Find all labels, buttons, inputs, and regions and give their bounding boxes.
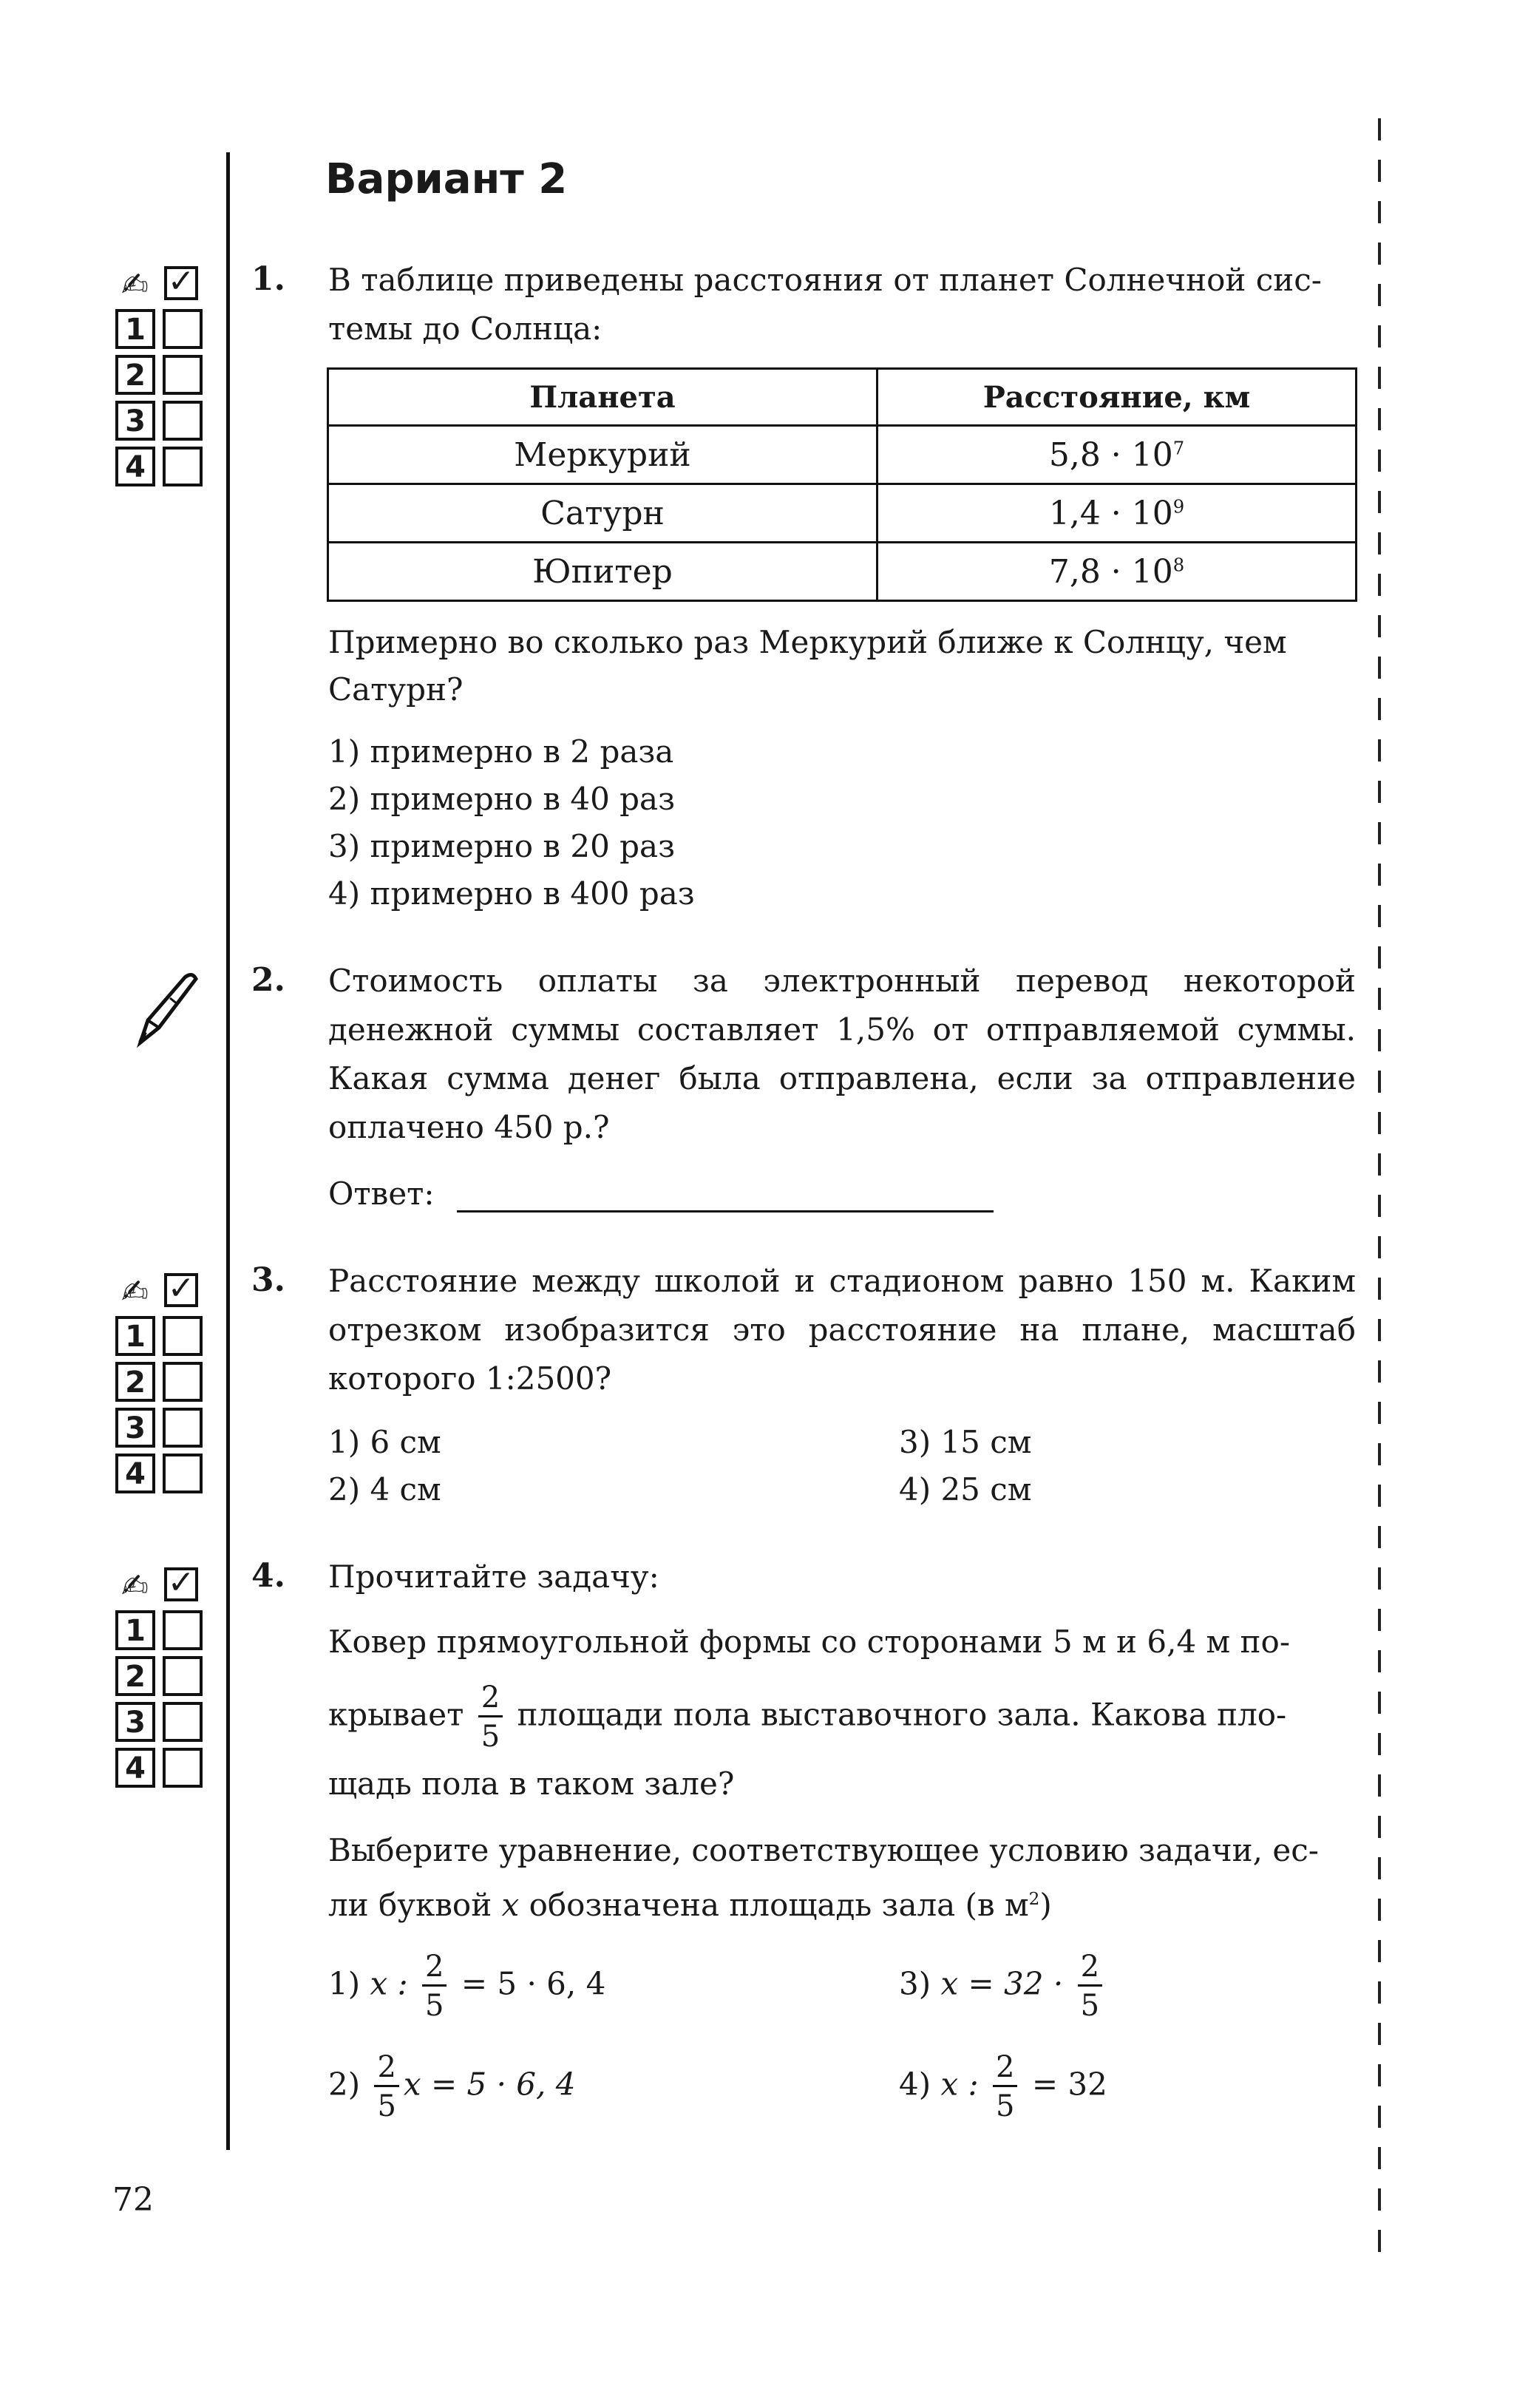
distance-cell: $5,8 \cdot 10^7$ [877, 426, 1357, 484]
fraction: $\frac{2}{5}$ [374, 2052, 398, 2121]
option-number: 4 [115, 1748, 155, 1788]
answer-grid-q4 [111, 1563, 210, 1791]
question-text: Стоимость оплаты за электронный перевод некоторой денежной суммы составляет 1,5% от отправляемой суммы. Какая сумма денег была отправлена, если за отправление оплачено 450 р.? [328, 963, 1356, 1145]
fraction: $\frac{2}{5}$ [1078, 1952, 1102, 2021]
answer-box[interactable] [163, 1702, 203, 1742]
option-number: 1 [115, 309, 155, 349]
option-number: 4 [115, 447, 155, 486]
question-text: Сатурн? [328, 671, 464, 708]
cut-line [1378, 118, 1381, 2262]
question-number: 4. [251, 1557, 285, 1595]
fraction: $\frac{2}{5}$ [993, 2052, 1017, 2121]
page-title: Вариант 2 [325, 155, 568, 203]
question-text: Прочитайте задачу: [328, 1559, 659, 1595]
equation-option-2: 2) $\frac{2}{5}$ x = 5 · 6, 4 [328, 2050, 576, 2123]
problem-text: щадь пола в таком зале? [328, 1766, 735, 1802]
option-number: 1 [115, 1610, 155, 1650]
answer-box[interactable] [163, 1408, 203, 1448]
table-row [328, 484, 1357, 543]
option-number: 2 [115, 1362, 155, 1402]
answer-option: 3) 15 см [899, 1424, 1032, 1460]
answer-box[interactable] [163, 1316, 203, 1356]
answer-grid-q1 [111, 262, 210, 489]
answer-input-line[interactable] [457, 1210, 994, 1213]
distance-cell: $1,4 \cdot 10^9$ [877, 484, 1357, 543]
answer-box[interactable] [163, 447, 203, 486]
equation-option-1: 1) x : $\frac{2}{5}$ = 5 · 6, 4 [328, 1950, 606, 2023]
pen-icon [126, 969, 200, 1050]
equation-option-4: 4) x : $\frac{2}{5}$ = 32 [899, 2050, 1107, 2123]
answer-option: 1) примерно в 2 раза [328, 733, 674, 770]
answer-box[interactable] [163, 1454, 203, 1493]
answer-option: 2) 4 см [328, 1471, 441, 1507]
table-header: Планета [328, 369, 877, 426]
pen-icon: ✍ [121, 266, 149, 304]
option-number: 3 [115, 1408, 155, 1448]
checkbox-icon: ✓ [164, 1273, 198, 1307]
answer-grid-q3 [111, 1269, 210, 1496]
answer-box[interactable] [163, 1656, 203, 1696]
table-header: Расстояние, км [877, 369, 1357, 426]
answer-box[interactable] [163, 401, 203, 441]
answer-box[interactable] [163, 309, 203, 349]
option-number: 2 [115, 355, 155, 395]
fraction: $\frac{2}{5}$ [422, 1952, 447, 2021]
answer-option: 1) 6 см [328, 1424, 441, 1460]
option-number: 1 [115, 1316, 155, 1356]
answer-box[interactable] [163, 355, 203, 395]
answer-option: 4) 25 см [899, 1471, 1032, 1507]
question-text: Примерно во сколько раз Меркурий ближе к Солнцу, чем [328, 624, 1287, 660]
option-number: 2 [115, 1656, 155, 1696]
instruction-text: ли буквой x обозначена площадь зала (в $м^2$) [328, 1887, 1052, 1923]
equation-option-3: 3) x = 32 · $\frac{2}{5}$ [899, 1952, 1107, 2021]
question-text: Расстояние между школой и стадионом равно 150 м. Каким отрезком изобразится это расстояние на плане, масштаб которого 1:2500? [328, 1263, 1356, 1397]
pen-icon: ✍ [121, 1567, 149, 1605]
checkbox-icon: ✓ [164, 266, 198, 300]
answer-label: Ответ: [328, 1176, 435, 1212]
question-text: темы до Солнца: [328, 311, 602, 347]
option-number: 4 [115, 1454, 155, 1493]
left-margin-rule [226, 152, 230, 2150]
table-row [328, 543, 1357, 601]
page-number: 72 [112, 2181, 154, 2219]
answer-option: 2) примерно в 40 раз [328, 781, 675, 817]
answer-box[interactable] [163, 1610, 203, 1650]
answer-option: 3) примерно в 20 раз [328, 828, 675, 864]
answer-box[interactable] [163, 1748, 203, 1788]
question-number: 2. [251, 961, 285, 999]
question-number: 1. [251, 260, 285, 298]
question-text: В таблице приведены расстояния от планет Солнечной сис- [328, 262, 1322, 298]
distance-table [327, 367, 1357, 602]
pen-icon: ✍ [121, 1273, 149, 1311]
answer-box[interactable] [163, 1362, 203, 1402]
distance-cell: $7,8 \cdot 10^8$ [877, 543, 1357, 601]
instruction-text: Выберите уравнение, соответствующее условию задачи, ес- [328, 1832, 1319, 1868]
option-number: 3 [115, 401, 155, 441]
table-row [328, 426, 1357, 484]
checkbox-icon: ✓ [164, 1567, 198, 1601]
option-number: 3 [115, 1702, 155, 1742]
question-number: 3. [251, 1261, 285, 1299]
problem-text: крывает $\frac{2}{5}$ площади пола выставочного зала. Какова пло- [328, 1680, 1287, 1754]
planet-cell: Сатурн [328, 484, 877, 543]
planet-cell: Меркурий [328, 426, 877, 484]
fraction: $\frac{2}{5}$ [478, 1683, 503, 1751]
problem-text: Ковер прямоугольной формы со сторонами 5 м и 6,4 м по- [328, 1624, 1291, 1660]
planet-cell: Юпитер [328, 543, 877, 601]
answer-option: 4) примерно в 400 раз [328, 875, 695, 912]
